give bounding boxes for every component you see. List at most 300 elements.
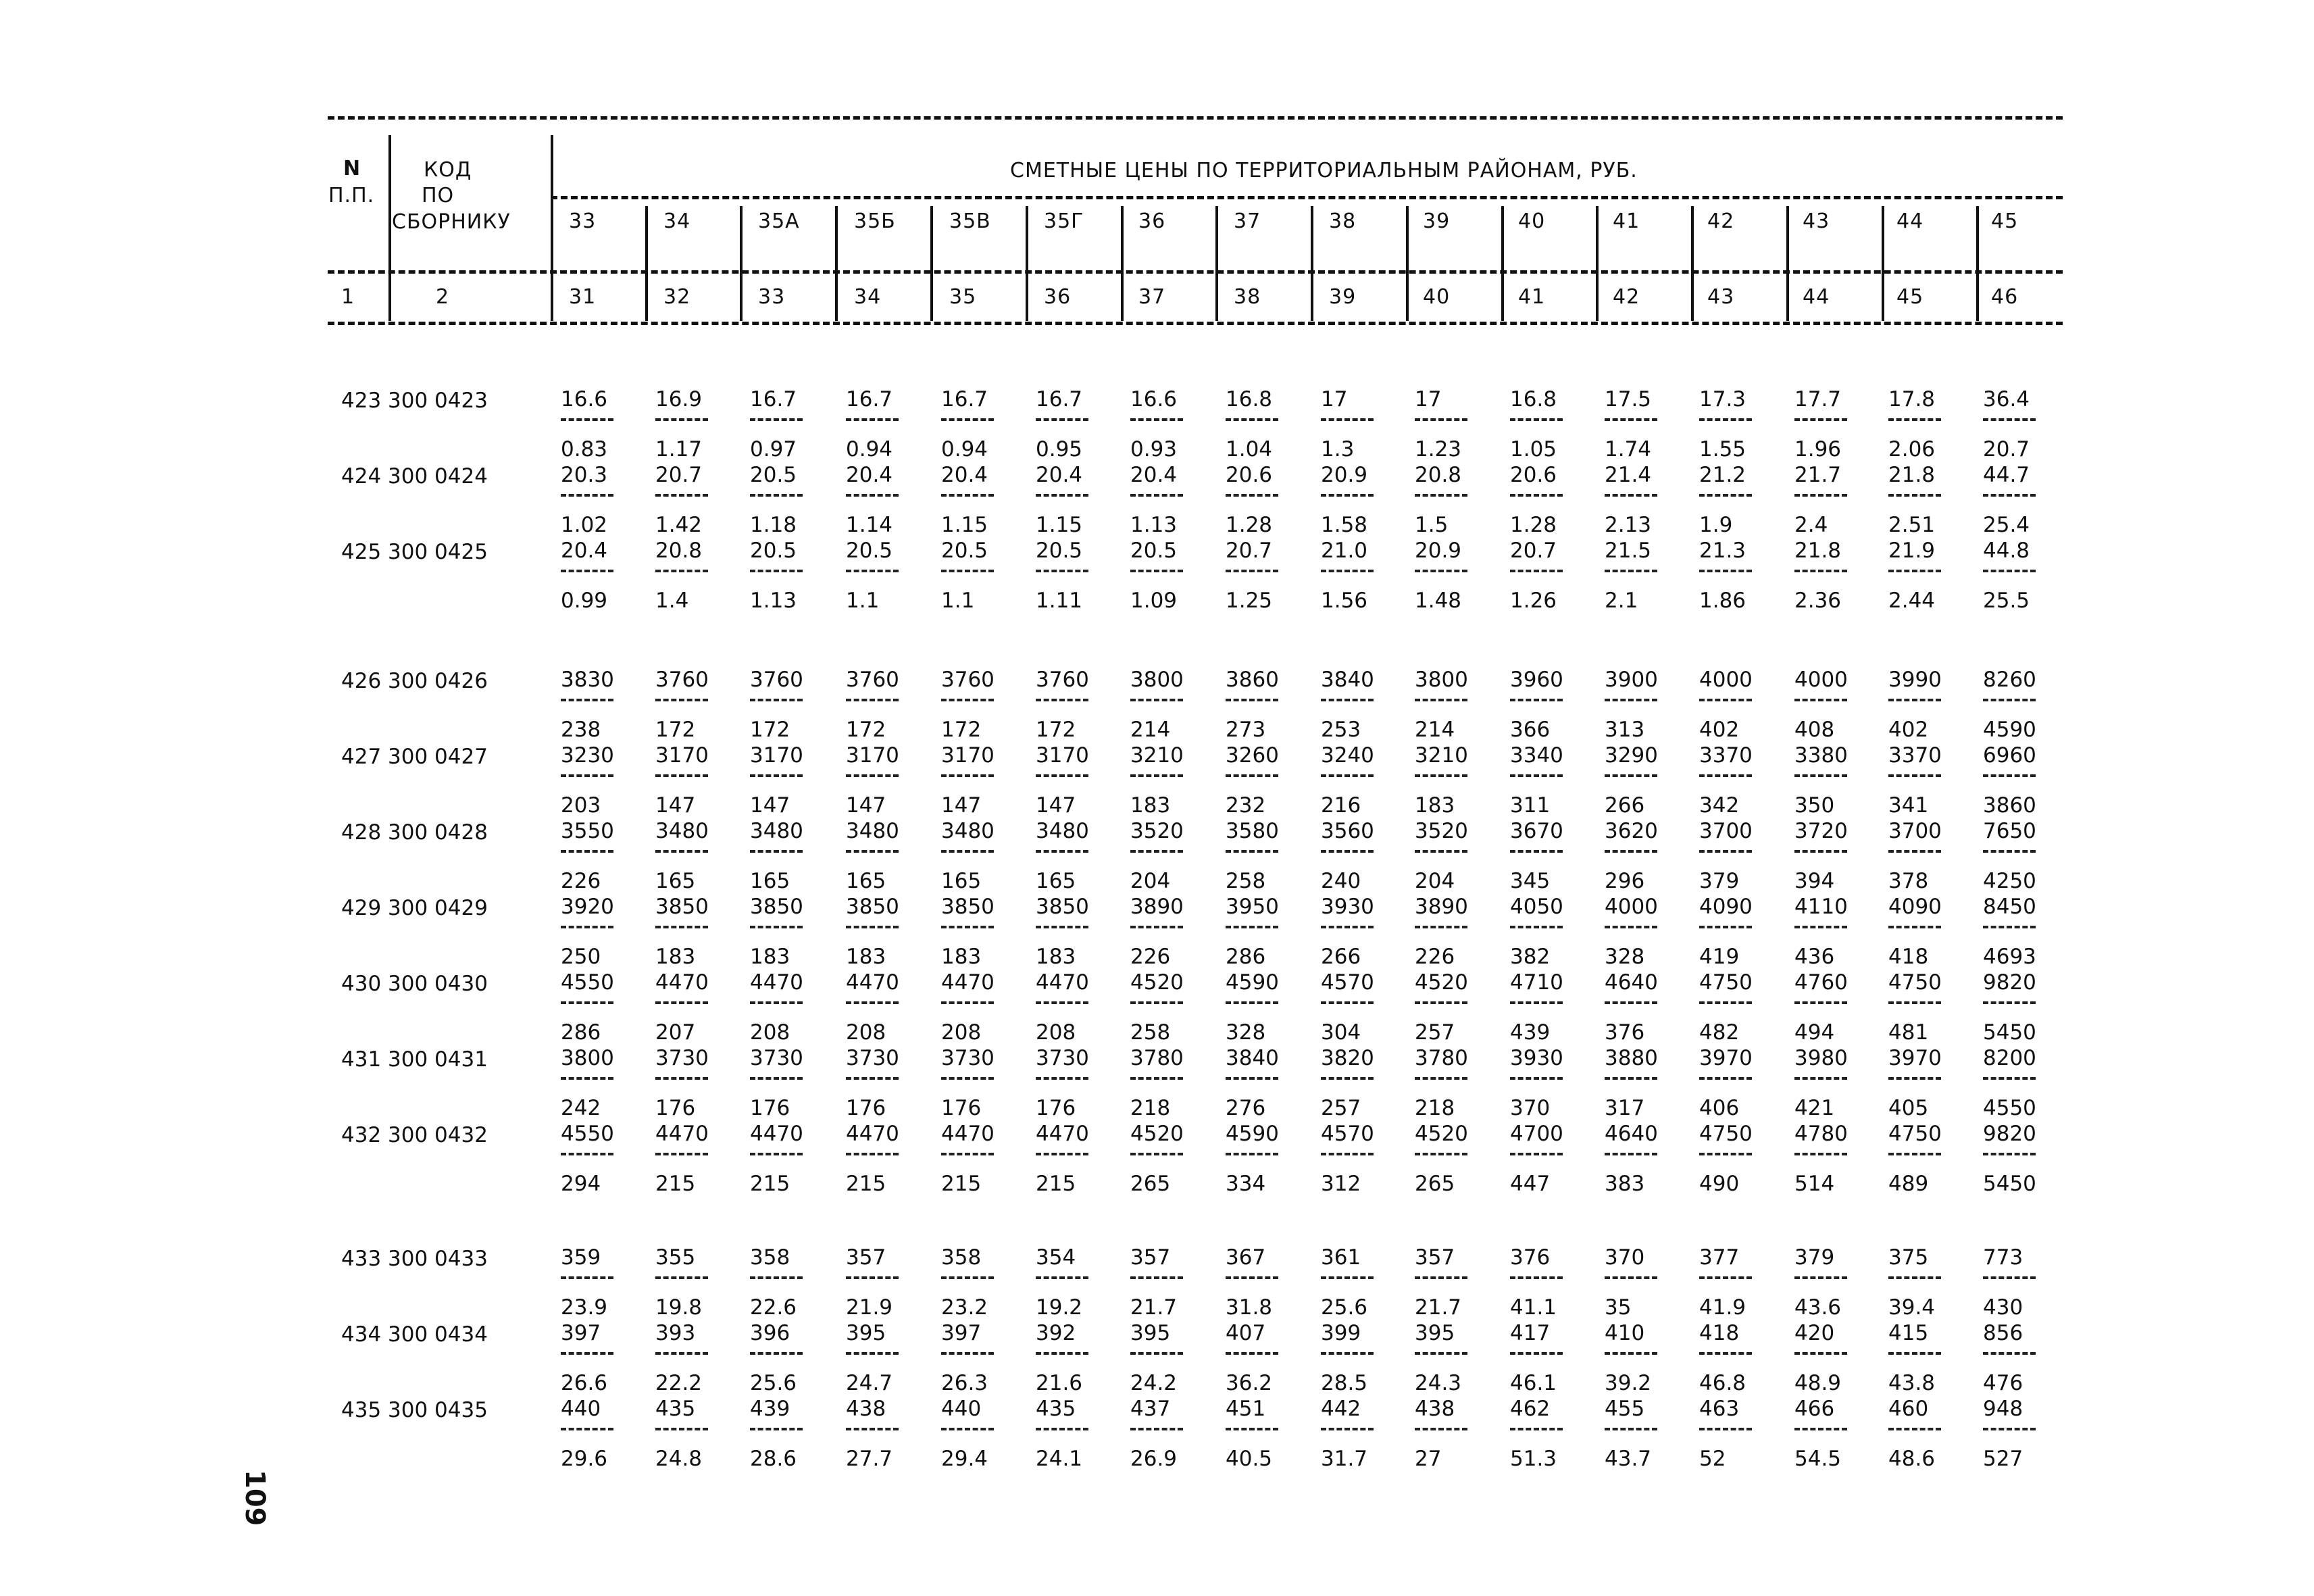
fraction-line bbox=[1226, 418, 1278, 421]
fraction-line bbox=[750, 1276, 803, 1279]
fraction-line bbox=[1794, 1077, 1847, 1080]
top-value: 3800 bbox=[1130, 668, 1184, 692]
bottom-value: 341 bbox=[1888, 793, 1929, 818]
bottom-value: 172 bbox=[655, 718, 696, 742]
fraction-line bbox=[750, 850, 803, 853]
bottom-value: 350 bbox=[1794, 793, 1835, 818]
fraction-line bbox=[655, 418, 708, 421]
top-value: 8200 bbox=[1983, 1046, 2036, 1070]
fraction-line bbox=[655, 1352, 708, 1355]
fraction-line bbox=[561, 1276, 613, 1279]
fraction-line bbox=[846, 774, 899, 777]
bottom-value: 203 bbox=[561, 793, 601, 818]
top-value: 20.5 bbox=[846, 539, 893, 563]
top-value: 3780 bbox=[1415, 1046, 1468, 1070]
top-value: 8450 bbox=[1983, 895, 2036, 919]
bottom-value: 215 bbox=[750, 1172, 790, 1196]
top-value: 20.7 bbox=[1226, 539, 1273, 563]
top-value: 4750 bbox=[1888, 970, 1942, 995]
fraction-line bbox=[1510, 926, 1563, 928]
bottom-value: 22.6 bbox=[750, 1295, 797, 1320]
fraction-line bbox=[1415, 1352, 1467, 1355]
bottom-value: 482 bbox=[1699, 1020, 1740, 1045]
row-code: 435 300 0435 bbox=[341, 1398, 488, 1422]
fraction-line bbox=[655, 1276, 708, 1279]
bottom-value: 1.15 bbox=[1036, 513, 1083, 537]
top-value: 466 bbox=[1794, 1397, 1835, 1421]
top-value: 440 bbox=[561, 1397, 601, 1421]
fraction-line bbox=[1794, 850, 1847, 853]
top-value: 357 bbox=[1415, 1245, 1455, 1270]
fraction-line bbox=[1888, 774, 1941, 777]
column-number: 35 bbox=[949, 285, 977, 309]
fraction-line bbox=[561, 418, 613, 421]
bottom-value: 20.7 bbox=[1983, 437, 2030, 462]
bottom-value: 313 bbox=[1605, 718, 1645, 742]
bottom-value: 28.6 bbox=[750, 1447, 797, 1471]
top-value: 6960 bbox=[1983, 743, 2036, 768]
top-value: 3560 bbox=[1321, 819, 1374, 843]
fraction-line bbox=[655, 926, 708, 928]
fraction-line bbox=[1888, 570, 1941, 572]
bottom-value: 51.3 bbox=[1510, 1447, 1557, 1471]
top-value: 20.6 bbox=[1510, 463, 1557, 487]
top-value: 460 bbox=[1888, 1397, 1929, 1421]
top-value: 20.8 bbox=[1415, 463, 1462, 487]
bottom-value: 1.25 bbox=[1226, 589, 1273, 613]
fraction-line bbox=[1605, 926, 1657, 928]
fraction-line bbox=[750, 1077, 803, 1080]
fraction-line bbox=[1036, 418, 1088, 421]
top-value: 9820 bbox=[1983, 970, 2036, 995]
fraction-line bbox=[1888, 1077, 1941, 1080]
bottom-value: 382 bbox=[1510, 945, 1551, 969]
top-value: 3520 bbox=[1415, 819, 1468, 843]
fraction-line bbox=[941, 570, 994, 572]
top-value: 3720 bbox=[1794, 819, 1848, 843]
bottom-value: 421 bbox=[1794, 1096, 1835, 1120]
top-value: 4110 bbox=[1794, 895, 1848, 919]
bottom-value: 21.6 bbox=[1036, 1371, 1083, 1395]
bottom-value: 147 bbox=[941, 793, 982, 818]
top-value: 3230 bbox=[561, 743, 614, 768]
bottom-value: 1.14 bbox=[846, 513, 893, 537]
top-value: 17.5 bbox=[1605, 387, 1652, 412]
bottom-value: 266 bbox=[1605, 793, 1645, 818]
fraction-line bbox=[941, 774, 994, 777]
fraction-line bbox=[1321, 1276, 1374, 1279]
bottom-value: 226 bbox=[1415, 945, 1455, 969]
bottom-value: 43.7 bbox=[1605, 1447, 1652, 1471]
bottom-value: 207 bbox=[655, 1020, 696, 1045]
top-value: 4520 bbox=[1415, 970, 1468, 995]
bottom-value: 40.5 bbox=[1226, 1447, 1273, 1471]
region-label: 35В bbox=[949, 209, 991, 233]
bottom-value: 240 bbox=[1321, 869, 1361, 893]
top-value: 3480 bbox=[1036, 819, 1089, 843]
top-value: 773 bbox=[1983, 1245, 2023, 1270]
top-value: 377 bbox=[1699, 1245, 1740, 1270]
bottom-value: 1.04 bbox=[1226, 437, 1273, 462]
fraction-line bbox=[1605, 699, 1657, 701]
bottom-value: 1.86 bbox=[1699, 589, 1746, 613]
bottom-value: 0.95 bbox=[1036, 437, 1083, 462]
fraction-line bbox=[1226, 926, 1278, 928]
row-code: 425 300 0425 bbox=[341, 540, 488, 564]
region-underline bbox=[328, 270, 2063, 274]
top-value: 4750 bbox=[1888, 1122, 1942, 1146]
bottom-value: 5450 bbox=[1983, 1020, 2036, 1045]
fraction-line bbox=[1226, 850, 1278, 853]
fraction-line bbox=[1605, 1001, 1657, 1004]
fraction-line bbox=[1036, 926, 1088, 928]
fraction-line bbox=[1130, 1153, 1183, 1155]
fraction-line bbox=[1130, 774, 1183, 777]
fraction-line bbox=[1794, 418, 1847, 421]
bottom-value: 378 bbox=[1888, 869, 1929, 893]
bottom-value: 204 bbox=[1130, 869, 1171, 893]
bottom-value: 232 bbox=[1226, 793, 1266, 818]
top-value: 20.5 bbox=[1130, 539, 1178, 563]
row-code: 433 300 0433 bbox=[341, 1247, 488, 1271]
region-divider bbox=[1215, 206, 1218, 321]
bottom-value: 5450 bbox=[1983, 1172, 2036, 1196]
top-value: 3850 bbox=[941, 895, 995, 919]
top-value: 3480 bbox=[941, 819, 995, 843]
top-value: 3730 bbox=[750, 1046, 803, 1070]
bottom-value: 1.4 bbox=[655, 589, 689, 613]
bottom-value: 0.97 bbox=[750, 437, 797, 462]
region-divider bbox=[1121, 206, 1124, 321]
page-number: 109 bbox=[239, 1470, 270, 1526]
top-value: 4520 bbox=[1415, 1122, 1468, 1146]
top-value: 4750 bbox=[1699, 970, 1753, 995]
region-divider bbox=[1406, 206, 1409, 321]
top-value: 4700 bbox=[1510, 1122, 1563, 1146]
fraction-line bbox=[1983, 1077, 2036, 1080]
fraction-line bbox=[561, 494, 613, 497]
fraction-line bbox=[1130, 699, 1183, 701]
fraction-line bbox=[1321, 1077, 1374, 1080]
top-value: 20.9 bbox=[1415, 539, 1462, 563]
fraction-line bbox=[1415, 774, 1467, 777]
fraction-line bbox=[1321, 1428, 1374, 1430]
fraction-line bbox=[941, 1428, 994, 1430]
top-value: 4550 bbox=[561, 970, 614, 995]
bottom-value: 1.17 bbox=[655, 437, 703, 462]
bottom-value: 430 bbox=[1983, 1295, 2023, 1320]
fraction-line bbox=[1983, 774, 2036, 777]
region-label: 35Б bbox=[854, 209, 896, 233]
fraction-line bbox=[1226, 1001, 1278, 1004]
bottom-value: 273 bbox=[1226, 718, 1266, 742]
fraction-line bbox=[1036, 1077, 1088, 1080]
bottom-value: 172 bbox=[941, 718, 982, 742]
column-number: 43 bbox=[1707, 285, 1735, 309]
top-value: 16.7 bbox=[1036, 387, 1083, 412]
fraction-line bbox=[1983, 1153, 2036, 1155]
fraction-line bbox=[941, 1001, 994, 1004]
bottom-value: 208 bbox=[750, 1020, 790, 1045]
region-label: 36 bbox=[1138, 209, 1166, 233]
fraction-line bbox=[1888, 926, 1941, 928]
top-value: 20.9 bbox=[1321, 463, 1368, 487]
region-divider bbox=[740, 206, 743, 321]
top-value: 16.8 bbox=[1510, 387, 1557, 412]
top-value: 375 bbox=[1888, 1245, 1929, 1270]
bottom-value: 328 bbox=[1226, 1020, 1266, 1045]
bottom-value: 0.83 bbox=[561, 437, 608, 462]
top-value: 3930 bbox=[1510, 1046, 1563, 1070]
bottom-value: 257 bbox=[1415, 1020, 1455, 1045]
region-divider bbox=[645, 206, 648, 321]
bottom-value: 527 bbox=[1983, 1447, 2023, 1471]
fraction-line bbox=[846, 1001, 899, 1004]
fraction-line bbox=[1983, 570, 2036, 572]
fraction-line bbox=[1794, 1276, 1847, 1279]
top-value: 3980 bbox=[1794, 1046, 1848, 1070]
fraction-line bbox=[1510, 1077, 1563, 1080]
top-value: 3800 bbox=[561, 1046, 614, 1070]
bottom-value: 317 bbox=[1605, 1096, 1645, 1120]
bottom-value: 215 bbox=[655, 1172, 696, 1196]
region-label: 35Г bbox=[1044, 209, 1084, 233]
top-value: 3480 bbox=[846, 819, 899, 843]
top-value: 21.5 bbox=[1605, 539, 1652, 563]
bottom-value: 296 bbox=[1605, 869, 1645, 893]
top-value: 4090 bbox=[1888, 895, 1942, 919]
fraction-line bbox=[1699, 570, 1752, 572]
top-value: 3580 bbox=[1226, 819, 1279, 843]
top-value: 7650 bbox=[1983, 819, 2036, 843]
fraction-line bbox=[1888, 418, 1941, 421]
bottom-value: 2.1 bbox=[1605, 589, 1638, 613]
top-value: 4470 bbox=[941, 1122, 995, 1146]
top-value: 3840 bbox=[1226, 1046, 1279, 1070]
bottom-value: 1.15 bbox=[941, 513, 988, 537]
top-value: 440 bbox=[941, 1397, 982, 1421]
top-value: 354 bbox=[1036, 1245, 1076, 1270]
fraction-line bbox=[1510, 1001, 1563, 1004]
top-value: 3860 bbox=[1226, 668, 1279, 692]
top-value: 9820 bbox=[1983, 1122, 2036, 1146]
fraction-line bbox=[1605, 570, 1657, 572]
top-value: 455 bbox=[1605, 1397, 1645, 1421]
fraction-line bbox=[561, 1001, 613, 1004]
fraction-line bbox=[1983, 1352, 2036, 1355]
row-code: 428 300 0428 bbox=[341, 820, 488, 845]
bottom-value: 419 bbox=[1699, 945, 1740, 969]
bottom-value: 1.56 bbox=[1321, 589, 1368, 613]
fraction-line bbox=[750, 774, 803, 777]
header-kod: КОД bbox=[424, 158, 472, 182]
fraction-line bbox=[1510, 570, 1563, 572]
top-value: 20.5 bbox=[941, 539, 988, 563]
top-value: 3760 bbox=[655, 668, 709, 692]
top-value: 4640 bbox=[1605, 1122, 1658, 1146]
bottom-value: 48.6 bbox=[1888, 1447, 1936, 1471]
top-value: 20.4 bbox=[941, 463, 988, 487]
header-divider-kod bbox=[551, 135, 553, 321]
bottom-value: 48.9 bbox=[1794, 1371, 1842, 1395]
top-value: 4520 bbox=[1130, 970, 1184, 995]
fraction-line bbox=[1415, 699, 1467, 701]
column-number: 31 bbox=[569, 285, 597, 309]
title-underline bbox=[551, 196, 2063, 199]
bottom-value: 4250 bbox=[1983, 869, 2036, 893]
column-number: 1 bbox=[341, 285, 355, 309]
fraction-line bbox=[750, 418, 803, 421]
fraction-line bbox=[1888, 1001, 1941, 1004]
top-value: 3960 bbox=[1510, 668, 1563, 692]
top-value: 4470 bbox=[655, 970, 709, 995]
bottom-value: 376 bbox=[1605, 1020, 1645, 1045]
top-value: 4570 bbox=[1321, 1122, 1374, 1146]
fraction-line bbox=[941, 418, 994, 421]
top-value: 17.8 bbox=[1888, 387, 1936, 412]
top-value: 20.4 bbox=[1036, 463, 1083, 487]
fraction-line bbox=[941, 494, 994, 497]
bottom-value: 26.9 bbox=[1130, 1447, 1178, 1471]
bottom-value: 1.1 bbox=[941, 589, 975, 613]
bottom-value: 21.9 bbox=[846, 1295, 893, 1320]
top-value: 3850 bbox=[846, 895, 899, 919]
fraction-line bbox=[1415, 926, 1467, 928]
top-value: 20.5 bbox=[1036, 539, 1083, 563]
bottom-value: 165 bbox=[655, 869, 696, 893]
bottom-value: 258 bbox=[1226, 869, 1266, 893]
fraction-line bbox=[846, 926, 899, 928]
fraction-line bbox=[1036, 570, 1088, 572]
header-po: ПО bbox=[422, 184, 455, 207]
bottom-value: 23.9 bbox=[561, 1295, 608, 1320]
top-value: 20.4 bbox=[561, 539, 608, 563]
region-divider bbox=[1596, 206, 1599, 321]
fraction-line bbox=[1415, 1428, 1467, 1430]
row-code: 423 300 0423 bbox=[341, 389, 488, 413]
bottom-value: 39.2 bbox=[1605, 1371, 1652, 1395]
top-value: 435 bbox=[655, 1397, 696, 1421]
fraction-line bbox=[750, 1001, 803, 1004]
fraction-line bbox=[1130, 1276, 1183, 1279]
bottom-value: 1.02 bbox=[561, 513, 608, 537]
bottom-value: 54.5 bbox=[1794, 1447, 1842, 1471]
top-value: 20.8 bbox=[655, 539, 703, 563]
top-value: 4520 bbox=[1130, 1122, 1184, 1146]
top-value: 4550 bbox=[561, 1122, 614, 1146]
top-value: 4750 bbox=[1699, 1122, 1753, 1146]
fraction-line bbox=[1699, 1276, 1752, 1279]
fraction-line bbox=[1983, 1001, 2036, 1004]
fraction-line bbox=[1415, 1153, 1467, 1155]
top-value: 3700 bbox=[1699, 819, 1753, 843]
bottom-value: 286 bbox=[561, 1020, 601, 1045]
top-value: 361 bbox=[1321, 1245, 1361, 1270]
header-n: N bbox=[343, 157, 361, 180]
region-label: 33 bbox=[569, 209, 597, 233]
top-value: 462 bbox=[1510, 1397, 1551, 1421]
bottom-value: 1.58 bbox=[1321, 513, 1368, 537]
top-value: 3930 bbox=[1321, 895, 1374, 919]
top-value: 3370 bbox=[1888, 743, 1942, 768]
bottom-value: 165 bbox=[941, 869, 982, 893]
top-value: 435 bbox=[1036, 1397, 1076, 1421]
top-value: 3480 bbox=[750, 819, 803, 843]
fraction-line bbox=[1321, 926, 1374, 928]
bottom-value: 41.9 bbox=[1699, 1295, 1746, 1320]
fraction-line bbox=[1130, 850, 1183, 853]
bottom-value: 3860 bbox=[1983, 793, 2036, 818]
fraction-line bbox=[846, 850, 899, 853]
top-value: 4470 bbox=[655, 1122, 709, 1146]
fraction-line bbox=[1130, 1352, 1183, 1355]
fraction-line bbox=[1226, 494, 1278, 497]
top-value: 16.7 bbox=[846, 387, 893, 412]
bottom-value: 2.44 bbox=[1888, 589, 1936, 613]
bottom-value: 23.2 bbox=[941, 1295, 988, 1320]
bottom-value: 183 bbox=[1036, 945, 1076, 969]
fraction-line bbox=[941, 850, 994, 853]
top-value: 451 bbox=[1226, 1397, 1266, 1421]
bottom-value: 176 bbox=[750, 1096, 790, 1120]
top-value: 4780 bbox=[1794, 1122, 1848, 1146]
bottom-value: 25.5 bbox=[1983, 589, 2030, 613]
fraction-line bbox=[1130, 1428, 1183, 1430]
bottom-value: 25.6 bbox=[750, 1371, 797, 1395]
bottom-value: 1.55 bbox=[1699, 437, 1746, 462]
top-value: 420 bbox=[1794, 1321, 1835, 1345]
bottom-value: 242 bbox=[561, 1096, 601, 1120]
top-value: 367 bbox=[1226, 1245, 1266, 1270]
fraction-line bbox=[750, 1352, 803, 1355]
fraction-line bbox=[1888, 1153, 1941, 1155]
fraction-line bbox=[561, 850, 613, 853]
bottom-value: 1.1 bbox=[846, 589, 880, 613]
bottom-value: 342 bbox=[1699, 793, 1740, 818]
column-number: 41 bbox=[1518, 285, 1546, 309]
fraction-line bbox=[1699, 1153, 1752, 1155]
region-divider bbox=[1501, 206, 1504, 321]
top-value: 358 bbox=[941, 1245, 982, 1270]
top-value: 21.3 bbox=[1699, 539, 1746, 563]
top-value: 3760 bbox=[750, 668, 803, 692]
region-divider bbox=[1882, 206, 1884, 321]
row-code: 432 300 0432 bbox=[341, 1123, 488, 1147]
top-value: 16.9 bbox=[655, 387, 703, 412]
bottom-value: 4693 bbox=[1983, 945, 2036, 969]
fraction-line bbox=[1605, 418, 1657, 421]
fraction-line bbox=[941, 1077, 994, 1080]
top-value: 3760 bbox=[846, 668, 899, 692]
bottom-value: 266 bbox=[1321, 945, 1361, 969]
header-bottom-rule bbox=[328, 322, 2063, 325]
fraction-line bbox=[750, 699, 803, 701]
top-value: 20.3 bbox=[561, 463, 608, 487]
top-value: 438 bbox=[846, 1397, 886, 1421]
header-pp: П.П. bbox=[328, 184, 375, 207]
top-value: 948 bbox=[1983, 1397, 2023, 1421]
bottom-value: 366 bbox=[1510, 718, 1551, 742]
fraction-line bbox=[1983, 1276, 2036, 1279]
fraction-line bbox=[1226, 774, 1278, 777]
fraction-line bbox=[1510, 850, 1563, 853]
bottom-value: 183 bbox=[750, 945, 790, 969]
bottom-value: 1.26 bbox=[1510, 589, 1557, 613]
fraction-line bbox=[846, 494, 899, 497]
row-code: 427 300 0427 bbox=[341, 745, 488, 769]
top-value: 21.8 bbox=[1794, 539, 1842, 563]
fraction-line bbox=[750, 570, 803, 572]
